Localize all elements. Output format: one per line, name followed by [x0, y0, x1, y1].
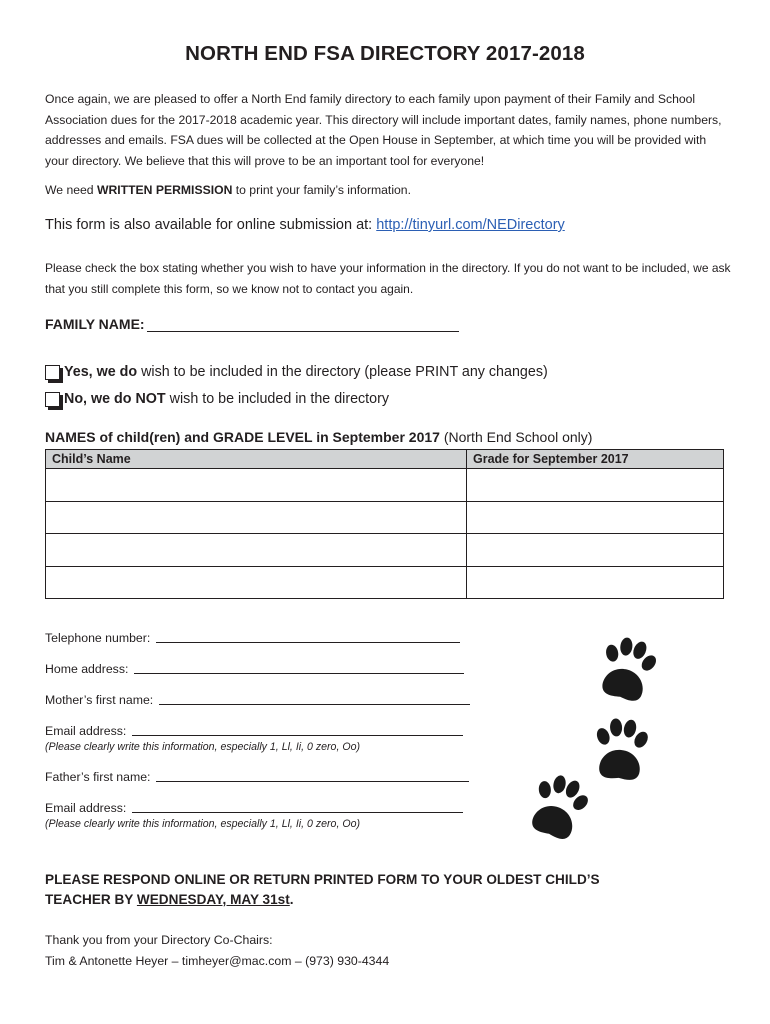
- grade-cell[interactable]: [467, 534, 724, 567]
- mother-name-label: Mother’s first name:: [45, 693, 154, 707]
- table-row: [46, 566, 724, 599]
- telephone-label: Telephone number:: [45, 631, 151, 645]
- child-name-cell[interactable]: [46, 469, 467, 502]
- child-name-cell[interactable]: [46, 501, 467, 534]
- contact-line: Tim & Antonette Heyer – timheyer@mac.com – (973) 930-4344: [45, 953, 390, 968]
- no-label: wish to be included in the directory: [169, 391, 390, 407]
- yes-checkbox[interactable]: [45, 365, 60, 380]
- email-hint: (Please clearly write this information, especially 1, Ll, Ii, 0 zero, Oo): [45, 741, 360, 753]
- online-text: This form is also available for online submission at:: [45, 217, 377, 233]
- children-table: [45, 449, 724, 599]
- online-submission: [45, 217, 565, 233]
- directory-link[interactable]: http://tinyurl.com/NEDirectory: [376, 217, 565, 233]
- father-email-line[interactable]: [132, 812, 463, 813]
- grade-cell[interactable]: [467, 501, 724, 534]
- option-no: [45, 391, 389, 407]
- father-email-field: [45, 801, 463, 815]
- thanks-line-1: Thank you from your Directory Co-Chairs:: [45, 933, 273, 947]
- family-name-field: [45, 316, 459, 332]
- thanks-section: [45, 930, 389, 971]
- paw-icon: [593, 632, 663, 705]
- respond-suffix: .: [289, 892, 294, 907]
- no-bold-label: No, we do NOT: [64, 391, 166, 407]
- no-checkbox[interactable]: [45, 392, 60, 407]
- father-name-label: Father’s first name:: [45, 770, 151, 784]
- intro-paragraph: Once again, we are pleased to offer a North End family directory to each family upon payment of their Family and School Association dues for the 2017-2018 academic year. This directory will include important dates, family names, phone numbers, addresses and emails. FSA dues will be collected at the Open House in September, at which time you will be provided with your directory. We believe that this will prove to be an important tool for everyone!: [45, 92, 722, 168]
- child-name-header: Child’s Name: [46, 450, 467, 469]
- grade-cell[interactable]: [467, 566, 724, 599]
- yes-label: wish to be included in the directory (please PRINT any changes): [141, 364, 548, 380]
- mother-name-line[interactable]: [159, 704, 470, 705]
- children-heading-note: (North End School only): [439, 429, 593, 445]
- permission-bold: WRITTEN PERMISSION: [96, 183, 233, 197]
- table-row: [46, 469, 724, 502]
- home-address-label: Home address:: [45, 662, 129, 676]
- option-yes: [45, 364, 548, 380]
- father-email-label: Email address:: [45, 801, 127, 815]
- respond-deadline: WEDNESDAY, MAY 31st: [136, 892, 290, 907]
- respond-line-2: [45, 890, 725, 910]
- children-heading: [45, 429, 592, 445]
- permission-suffix: to print your family’s information.: [232, 183, 411, 197]
- grade-cell[interactable]: [467, 469, 724, 502]
- mother-email-label: Email address:: [45, 724, 127, 738]
- table-row: [46, 501, 724, 534]
- mother-email-field: [45, 724, 463, 738]
- paw-icon: [522, 768, 595, 840]
- family-name-line[interactable]: [147, 331, 459, 332]
- respond-notice: [45, 870, 725, 910]
- child-name-cell[interactable]: [46, 566, 467, 599]
- paw-icon: [591, 716, 652, 782]
- children-heading-bold: NAMES of child(ren) and GRADE LEVEL in September 2017: [45, 429, 440, 445]
- respond-line-1: PLEASE RESPOND ONLINE OR RETURN PRINTED FORM TO YOUR OLDEST CHILD’S: [45, 872, 600, 887]
- permission-notice: [45, 183, 411, 197]
- permission-prefix: We need: [45, 183, 97, 197]
- family-name-label: FAMILY NAME:: [45, 316, 145, 332]
- child-name-cell[interactable]: [46, 534, 467, 567]
- email-hint: (Please clearly write this information, especially 1, Ll, Ii, 0 zero, Oo): [45, 818, 360, 830]
- mother-email-line[interactable]: [132, 735, 463, 736]
- grade-header: Grade for September 2017: [467, 450, 724, 469]
- mother-name-field: [45, 693, 470, 707]
- father-name-line[interactable]: [156, 781, 469, 782]
- check-instructions: Please check the box stating whether you wish to have your information in the directory. If you do not want to be included, we ask that you still complete this form, so we know not to contact you again.: [45, 261, 731, 296]
- home-address-line[interactable]: [134, 673, 464, 674]
- yes-bold-label: Yes, we do: [64, 364, 138, 380]
- telephone-line[interactable]: [156, 642, 460, 643]
- home-address-field: [45, 662, 464, 676]
- page-title: NORTH END FSA DIRECTORY 2017-2018: [185, 42, 585, 65]
- father-name-field: [45, 770, 469, 784]
- telephone-field: [45, 631, 460, 645]
- paw-prints-icon: [520, 630, 670, 840]
- respond-prefix: TEACHER BY: [45, 892, 137, 907]
- table-row: [46, 534, 724, 567]
